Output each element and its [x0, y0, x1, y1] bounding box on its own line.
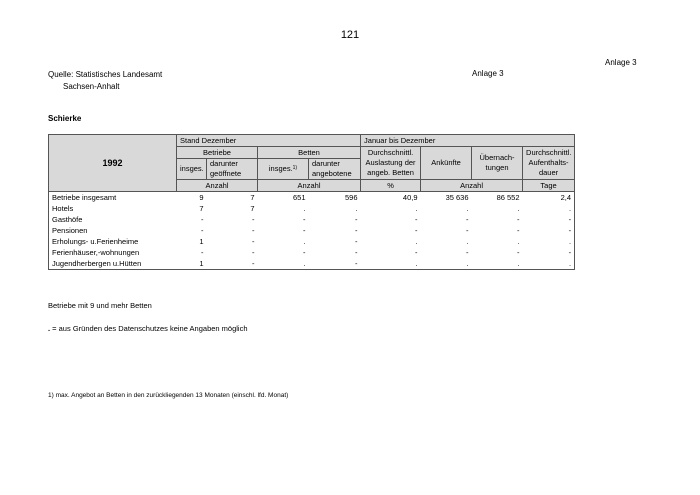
footnote: 1) max. Angebot an Betten in den zurückliegenden 13 Monaten (einschl. lfd. Monat) — [48, 392, 289, 399]
cell-value: . — [258, 258, 309, 270]
header-aufenthaltsdauer: Durchschnittl. Aufenthalts- dauer — [523, 147, 575, 180]
anlage-label: Anlage 3 — [472, 69, 504, 78]
table-row — [49, 192, 575, 204]
cell-value: - — [177, 214, 207, 225]
cell-value: 651 — [258, 192, 309, 204]
cell-value: . — [258, 203, 309, 214]
unit-tage: Tage — [523, 180, 575, 192]
row-label: Jugendherbergen u.Hütten — [49, 258, 177, 270]
cell-value: - — [361, 214, 421, 225]
cell-value: . — [309, 203, 361, 214]
table-row — [49, 214, 575, 225]
cell-value: - — [207, 225, 258, 236]
cell-value: 1 — [177, 258, 207, 270]
cell-value: . — [421, 258, 472, 270]
footnote-mark: 1) — [292, 165, 298, 171]
cell-value: . — [361, 203, 421, 214]
table-row — [49, 203, 575, 214]
group-januar-dezember: Januar bis Dezember — [361, 135, 575, 147]
cell-value: - — [309, 247, 361, 258]
cell-value: - — [309, 236, 361, 247]
row-label: Ferienhäuser,-wohnungen — [49, 247, 177, 258]
cell-value: . — [472, 203, 523, 214]
source-line-1: Quelle: Statistisches Landesamt — [48, 70, 163, 79]
cell-value: - — [421, 247, 472, 258]
cell-value: 596 — [309, 192, 361, 204]
cell-value: - — [421, 214, 472, 225]
cell-value: 7 — [207, 192, 258, 204]
source-block — [48, 69, 162, 93]
unit-percent: % — [361, 180, 421, 192]
header-darunter-geoeffnete: darunter geöffnete — [207, 159, 258, 180]
cell-value: - — [207, 236, 258, 247]
header-ankuenfte: Ankünfte — [421, 147, 472, 180]
cell-value: - — [258, 225, 309, 236]
cell-value: 9 — [177, 192, 207, 204]
cell-value: . — [421, 203, 472, 214]
row-label: Pensionen — [49, 225, 177, 236]
row-label: Gasthöfe — [49, 214, 177, 225]
cell-value: . — [361, 236, 421, 247]
header-betten-insges: insges.$^{1)}$ — [258, 159, 309, 180]
cell-value: - — [309, 225, 361, 236]
row-label: Hotels — [49, 203, 177, 214]
note-datenschutz: . = aus Gründen des Datenschutzes keine Angaben möglich — [48, 324, 248, 333]
cell-value: . — [523, 236, 575, 247]
note-betriebe: Betriebe mit 9 und mehr Betten — [48, 301, 152, 310]
cell-value: - — [258, 247, 309, 258]
cell-value: . — [361, 258, 421, 270]
table-row — [49, 236, 575, 247]
table-body — [49, 192, 575, 270]
cell-value: 7 — [177, 203, 207, 214]
cell-value: - — [523, 225, 575, 236]
cell-value: - — [207, 247, 258, 258]
row-label: Betriebe insgesamt — [49, 192, 177, 204]
cell-value: . — [421, 236, 472, 247]
source-line-2: Sachsen-Anhalt — [63, 82, 120, 91]
table-row — [49, 258, 575, 270]
cell-value: - — [207, 258, 258, 270]
cell-value: - — [472, 225, 523, 236]
anlage-label-right: Anlage 3 — [605, 58, 637, 67]
cell-value: 1 — [177, 236, 207, 247]
cell-value: - — [472, 214, 523, 225]
cell-value: 2,4 — [523, 192, 575, 204]
cell-value: - — [361, 247, 421, 258]
header-auslastung: Durchschnittl. Auslastung der angeb. Betten — [361, 147, 421, 180]
cell-value: - — [472, 247, 523, 258]
cell-value: . — [472, 236, 523, 247]
cell-value: - — [207, 214, 258, 225]
cell-value: - — [361, 225, 421, 236]
cell-value: 86 552 — [472, 192, 523, 204]
header-betten: Betten — [258, 147, 361, 159]
table-row — [49, 247, 575, 258]
header-darunter-angebotene: darunter angebotene — [309, 159, 361, 180]
cell-value: - — [523, 214, 575, 225]
unit-anzahl-gaeste: Anzahl — [421, 180, 523, 192]
unit-anzahl-betten: Anzahl — [258, 180, 361, 192]
header-uebernachtungen: Übernach- tungen — [472, 147, 523, 180]
cell-value: . — [523, 258, 575, 270]
cell-value: - — [421, 225, 472, 236]
cell-value: - — [177, 225, 207, 236]
cell-value: - — [258, 214, 309, 225]
year-cell: 1992 — [49, 135, 177, 192]
cell-value: - — [309, 258, 361, 270]
cell-value: 40,9 — [361, 192, 421, 204]
group-stand-dezember: Stand Dezember — [177, 135, 361, 147]
header-betriebe-insges: insges. — [177, 159, 207, 180]
cell-value: - — [309, 214, 361, 225]
cell-value: 35 636 — [421, 192, 472, 204]
statistics-table — [48, 134, 575, 270]
cell-value: . — [523, 203, 575, 214]
table-row — [49, 225, 575, 236]
cell-value: . — [472, 258, 523, 270]
row-label: Erholungs- u.Ferienheime — [49, 236, 177, 247]
cell-value: 7 — [207, 203, 258, 214]
cell-value: - — [523, 247, 575, 258]
cell-value: - — [177, 247, 207, 258]
page-number: 121 — [340, 29, 360, 41]
location-heading: Schierke — [48, 114, 82, 123]
cell-value: . — [258, 236, 309, 247]
header-betriebe: Betriebe — [177, 147, 258, 159]
unit-anzahl-betriebe: Anzahl — [177, 180, 258, 192]
